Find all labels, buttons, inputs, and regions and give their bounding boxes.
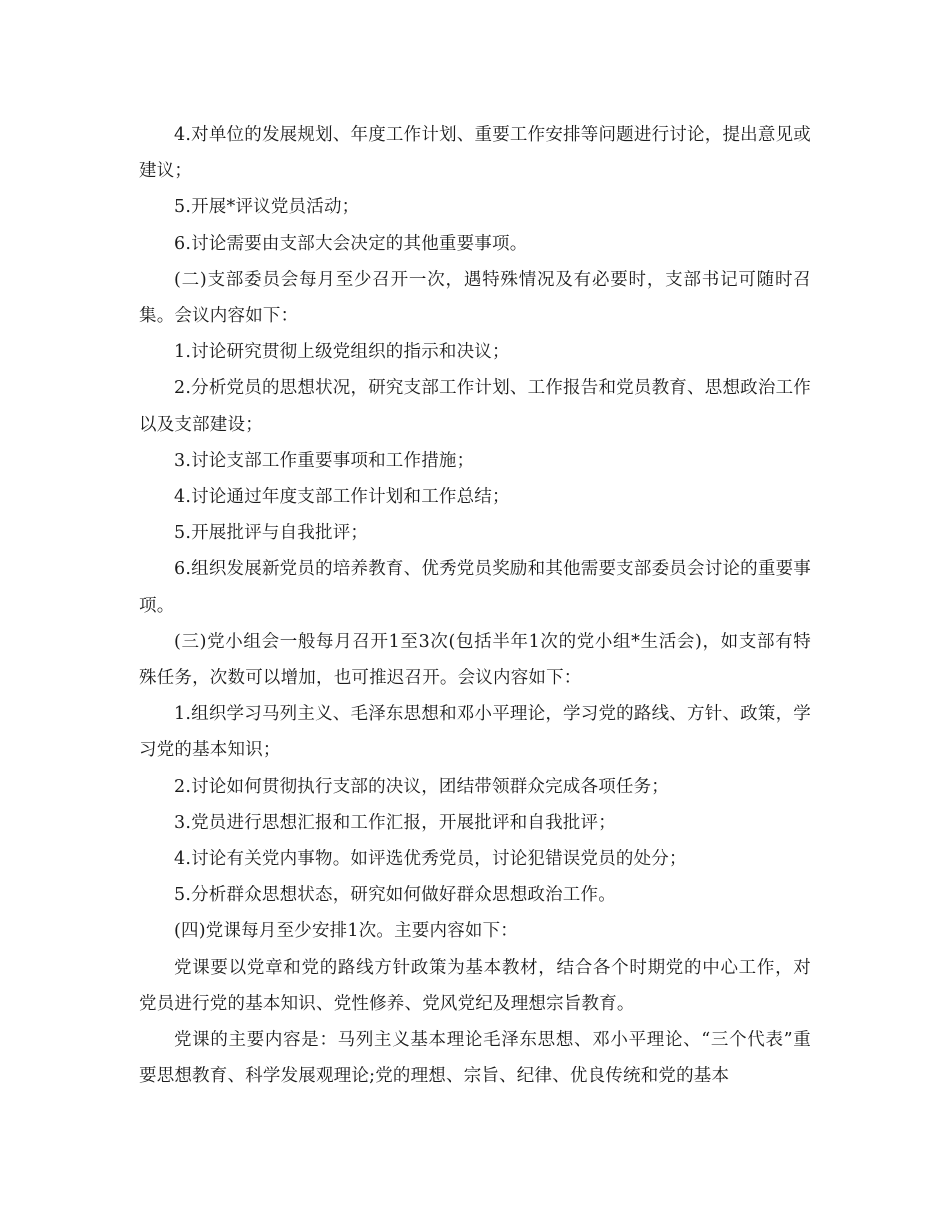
paragraph: 5.开展批评与自我批评； <box>174 523 369 544</box>
paragraph: (二)支部委员会每月至少召开一次，遇特殊情况及有必要时，支部书记可随时召集。会议内容如下： <box>139 269 811 327</box>
paragraph: 4.对单位的发展规划、年度工作计划、重要工作安排等问题进行讨论，提出意见或建议； <box>139 125 811 182</box>
paragraph: 2.讨论如何贯彻执行支部的决议，团结带领群众完成各项任务； <box>174 776 669 797</box>
paragraph: 党课要以党章和党的路线方针政策为基本教材，结合各个时期党的中心工作，对党员进行党的基本知识、党性修养、党风党纪及理想宗旨教育。 <box>139 957 811 1014</box>
paragraph: 3.讨论支部工作重要事项和工作措施； <box>174 450 475 471</box>
paragraph: 党课的主要内容是：马列主义基本理论毛泽东思想、邓小平理论、“三个代表”重要思想教育、科学发展观理论;党的理想、宗旨、纪律、优良传统和党的基本 <box>139 1030 811 1087</box>
paragraph: 4.讨论有关党内事物。如评选优秀党员，讨论犯错误党员的处分； <box>174 849 687 870</box>
paragraph: (四)党课每月至少安排1次。主要内容如下： <box>174 921 518 942</box>
paragraph: 6.组织发展新党员的培养教育、优秀党员奖励和其他需要支部委员会讨论的重要事项。 <box>139 559 811 616</box>
paragraph: 3.党员进行思想汇报和工作汇报，开展批评和自我批评； <box>174 812 616 833</box>
paragraph: 2.分析党员的思想状况，研究支部工作计划、工作报告和党员教育、思想政治工作以及支部建设； <box>139 378 811 435</box>
paragraph: 4.讨论通过年度支部工作计划和工作总结； <box>174 487 510 508</box>
paragraph: 6.讨论需要由支部大会决定的其他重要事项。 <box>174 233 528 254</box>
paragraph: 1.组织学习马列主义、毛泽东思想和邓小平理论，学习党的路线、方针、政策，学习党的基本知识； <box>139 704 811 761</box>
paragraph: 5.分析群众思想状态，研究如何做好群众思想政治工作。 <box>174 885 616 906</box>
paragraph: 1.讨论研究贯彻上级党组织的指示和决议； <box>174 342 510 363</box>
paragraph: (三)党小组会一般每月召开1至3次(包括半年1次的党小组*生活会)，如支部有特殊任务，次数可以增加，也可推迟召开。会议内容如下： <box>139 631 811 689</box>
paragraph: 5.开展*评议党员活动； <box>174 197 360 218</box>
document-body <box>139 117 811 1094</box>
